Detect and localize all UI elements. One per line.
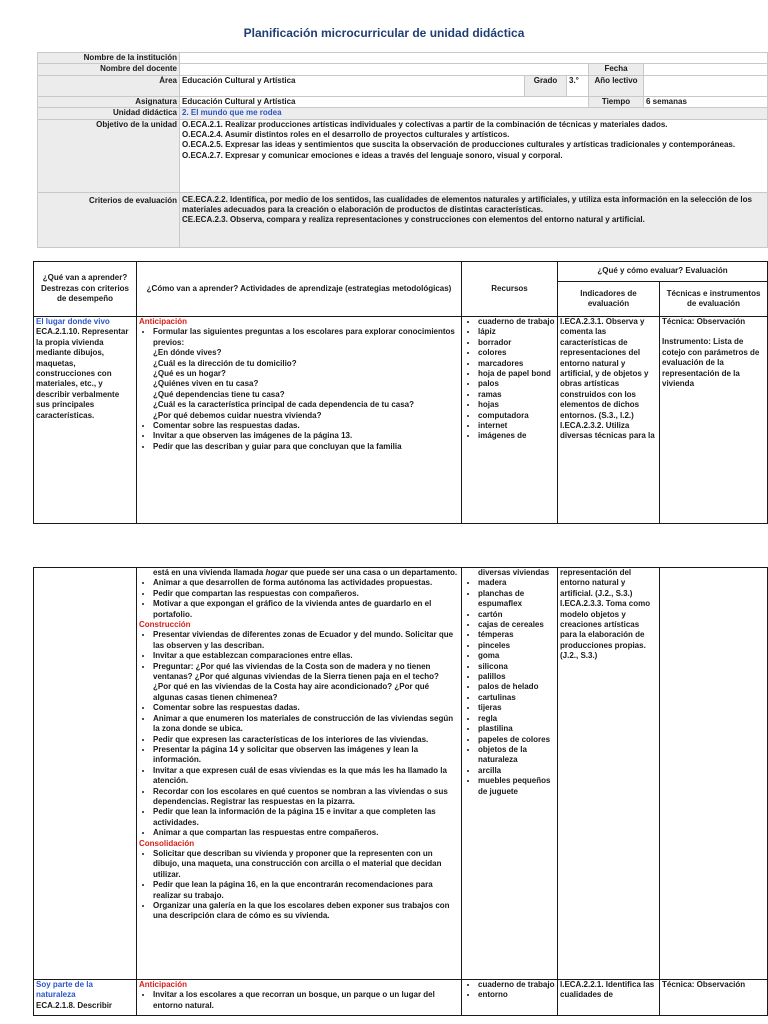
activity-item: • Animar a que desarrollen de forma autónoma las actividades propuestas.: [153, 578, 459, 588]
indicators-cell: [558, 317, 660, 524]
col-techniques-header: Técnicas e instrumentos de evaluación: [660, 282, 768, 317]
col-resources-header: Recursos: [462, 262, 558, 317]
institution-label: Nombre de la institución: [38, 53, 180, 64]
resource-item: • entorno: [478, 990, 555, 1000]
resource-item: • témperas: [478, 630, 555, 640]
col-what-header: ¿Qué van a aprender? Destrezas con criterios de desempeño: [34, 262, 137, 317]
activity-item: • Recordar con los escolares en qué cuentos se nombran a las viviendas o sus dependencias. Registrar las respuestas en la pizarra.: [153, 787, 459, 808]
resource-item: • goma: [478, 651, 555, 661]
criteria-item: CE.ECA.2.2. Identifica, por medio de los sentidos, las cualidades de elementos naturales y artificiales, y utiliza esta información en la selección de los materiales adecuados para la creación o elaboración de productos de distintas características.: [182, 194, 752, 215]
activity-item: • Organizar una galería en la que los escolares deben exponer sus trabajos con una descripción clara de cómo es su vivienda.: [153, 901, 459, 922]
techniques-cell: [660, 317, 768, 524]
resources-cell-2: [462, 980, 558, 1016]
activities-list: [139, 421, 459, 452]
activity-item: • Pedir que las describan y guiar para que concluyan que la familia: [153, 442, 459, 452]
date-label: Fecha: [589, 64, 644, 75]
objective-item: O.ECA.2.5. Expresar las ideas y sentimientos que suscita la observación de producciones culturales y artísticas tradicionales y contemporáneas.: [182, 140, 736, 150]
institution-value[interactable]: [180, 53, 768, 64]
technique-text: Técnica: Observación: [662, 317, 746, 326]
resource-item: • palillos: [478, 672, 555, 682]
resource-item: • muebles pequeños de juguete: [478, 776, 555, 797]
resource-item: • imágenes de: [478, 431, 555, 441]
section-consolidation: Consolidación: [139, 838, 195, 848]
activity-lead: está en una vivienda llamada hogar que puede ser una casa o un departamento.: [153, 568, 458, 577]
resource-lead: diversas viviendas: [478, 568, 550, 577]
subject-value: Educación Cultural y Artística: [180, 96, 589, 107]
time-value: 6 semanas: [644, 96, 768, 107]
objective-item: O.ECA.2.7. Expresar y comunicar emociones e ideas a través del lenguaje sonoro, visual y corporal.: [182, 150, 563, 160]
teacher-value[interactable]: [180, 64, 589, 75]
criteria-label: Criterios de evaluación: [38, 192, 180, 247]
indicators-cell-2: [558, 980, 660, 1016]
resource-item: • madera: [478, 578, 555, 588]
activity-item: • Pedir que lean la información de la página 15 e invitar a que completen las actividades.: [153, 807, 459, 828]
planning-table-continued: [33, 567, 768, 1016]
objectives-cell: [180, 119, 768, 192]
question-item: ¿Qué dependencias tiene tu casa?: [153, 389, 285, 399]
activities-list: [139, 990, 459, 1011]
resources-list: [464, 317, 555, 442]
activities-cell-2: [137, 980, 462, 1016]
col-indicators-header: Indicadores de evaluación: [558, 282, 660, 317]
technique-text: Técnica: Observación: [662, 980, 746, 989]
activity-item: • Presentar viviendas de diferentes zonas de Ecuador y del mundo. Solicitar que las observen y las describan.: [153, 630, 459, 651]
question-item: ¿Por qué debemos cuidar nuestra vivienda?: [153, 410, 322, 420]
skill-text: ECA.2.1.10. Representar la propia vivienda mediante dibujos, maquetas, construcciones con materiales, etc., y describir verbalmente sus principales características.: [36, 327, 129, 420]
indicators-text: representación del entorno natural y artificial. (J.2., S.3.) I.ECA.2.3.3. Toma como modelo objetos y creaciones artísticas para la elaboración de producciones propias. (J.2., S.3.): [560, 568, 651, 661]
page-title: Planificación microcurricular de unidad didáctica: [243, 26, 525, 40]
activity-item: • Pedir que lean la página 16, en la que encontrarán recomendaciones para realizar su trabajo.: [153, 880, 459, 901]
unit-label: Unidad didáctica: [38, 108, 180, 119]
activity-item: • Invitar a que expresen cuál de esas viviendas es la que más les ha llamado la atención.: [153, 766, 459, 787]
resources-cell-continued: [462, 568, 558, 980]
activity-item: • Comentar sobre las respuestas dadas.: [153, 421, 459, 431]
indicators-cell-continued: [558, 568, 660, 980]
activities-cell: [137, 317, 462, 524]
teacher-label: Nombre del docente: [38, 64, 180, 75]
resource-item: • hojas: [478, 400, 555, 410]
resource-item: • ramas: [478, 390, 555, 400]
header-table: [37, 52, 768, 248]
resource-item: • tijeras: [478, 703, 555, 713]
activities-list: [139, 578, 459, 620]
col-how-header: ¿Cómo van a aprender? Actividades de aprendizaje (estrategias metodológicas): [137, 262, 462, 317]
objective-item: O.ECA.2.1. Realizar producciones artísticas individuales y colectivas a partir de la combinación de técnicas y materiales dados.: [182, 119, 668, 129]
resource-item: • cartulinas: [478, 693, 555, 703]
resource-item: • cuaderno de trabajo: [478, 317, 555, 327]
resource-item: • cuaderno de trabajo: [478, 980, 555, 990]
activities-list: [139, 849, 459, 922]
skill-cell: [34, 317, 137, 524]
indicators-text: I.ECA.2.2.1. Identifica las cualidades de: [560, 980, 655, 1000]
school-year-label: Año lectivo: [589, 75, 644, 96]
resource-item: • arcilla: [478, 766, 555, 776]
activities-list: [139, 327, 459, 348]
instrument-text: Instrumento: Lista de cotejo con parámetros de evaluación de la representación de la vivienda: [662, 337, 760, 389]
activity-item: • Animar a que compartan las respuestas entre compañeros.: [153, 828, 459, 838]
resource-item: • plastilina: [478, 724, 555, 734]
resource-item: • cajas de cereales: [478, 620, 555, 630]
question-item: ¿Quiénes viven en tu casa?: [153, 379, 259, 389]
resource-item: • internet: [478, 421, 555, 431]
question-item: ¿En dónde vives?: [153, 348, 222, 358]
time-label: Tiempo: [589, 96, 644, 107]
section-anticipation: Anticipación: [139, 980, 188, 989]
col-evaluate-header: ¿Qué y cómo evaluar? Evaluación: [558, 262, 768, 282]
question-item: ¿Cuál es la característica principal de cada dependencia de tu casa?: [153, 400, 414, 410]
area-label: Área: [38, 75, 180, 96]
grade-value: 3.°: [567, 75, 589, 96]
resource-item: • palos de helado: [478, 682, 555, 692]
objective-label: Objetivo de la unidad: [38, 119, 180, 192]
activity-item: • Invitar a que observen las imágenes de la página 13.: [153, 431, 459, 441]
activity-item: • Solicitar que describan su vivienda y proponer que la representen con un dibujo, una maqueta, una construcción con arcilla o el material que decidan utilizar.: [153, 849, 459, 880]
activity-item: • Invitar a los escolares a que recorran un bosque, un parque o un lugar del entorno natural.: [153, 990, 459, 1011]
activity-item: • Pedir que compartan las respuestas con compañeros.: [153, 589, 459, 599]
school-year-value[interactable]: [644, 75, 768, 96]
criteria-cell: [180, 192, 768, 247]
resource-item: • silicona: [478, 662, 555, 672]
resource-item: • hoja de papel bond: [478, 369, 555, 379]
activity-item: • Presentar la página 14 y solicitar que observen las imágenes y lean la información.: [153, 745, 459, 766]
date-value[interactable]: [644, 64, 768, 75]
resource-item: • planchas de espumaflex: [478, 589, 555, 610]
activities-list: [139, 630, 459, 838]
subject-label: Asignatura: [38, 96, 180, 107]
activity-item: • Formular las siguientes preguntas a los escolares para explorar conocimientos previos:: [153, 327, 459, 348]
planning-table: [33, 261, 768, 524]
area-value: Educación Cultural y Artística: [180, 75, 525, 96]
resource-item: • regla: [478, 714, 555, 724]
topic-title: El lugar donde vivo: [36, 317, 110, 326]
activity-item: • Comentar sobre las respuestas dadas.: [153, 703, 459, 713]
skill-cell-2: [34, 980, 137, 1016]
resource-item: • pinceles: [478, 641, 555, 651]
skill-text: ECA.2.1.8. Describir: [36, 1000, 113, 1010]
grade-label: Grado: [525, 75, 567, 96]
resource-item: • objetos de la naturaleza: [478, 745, 555, 766]
resource-item: • marcadores: [478, 359, 555, 369]
resources-list: [464, 980, 555, 1001]
resource-item: • computadora: [478, 411, 555, 421]
objective-item: O.ECA.2.4. Asumir distintos roles en el desarrollo de proyectos culturales y artísticos.: [182, 130, 510, 140]
topic-title: Soy parte de la naturaleza: [36, 980, 93, 1000]
resources-list: [464, 578, 555, 797]
activity-item: • Pedir que expresen las características de los interiores de las viviendas.: [153, 735, 459, 745]
resource-item: • papeles de colores: [478, 735, 555, 745]
resource-item: • cartón: [478, 610, 555, 620]
resource-item: • lápiz: [478, 327, 555, 337]
activity-item: • Invitar a que establezcan comparaciones entre ellas.: [153, 651, 459, 661]
activity-item: • Animar a que enumeren los materiales de construcción de las viviendas según la zona donde se ubica.: [153, 714, 459, 735]
resources-cell: [462, 317, 558, 524]
resource-item: • colores: [478, 348, 555, 358]
techniques-cell-continued: [660, 568, 768, 980]
techniques-cell-2: [660, 980, 768, 1016]
unit-value: 2. El mundo que me rodea: [180, 108, 768, 119]
activities-cell-continued: [137, 568, 462, 980]
question-item: ¿Qué es un hogar?: [153, 369, 226, 379]
section-anticipation: Anticipación: [139, 317, 188, 326]
activity-item: • Preguntar: ¿Por qué las viviendas de la Costa son de madera y no tienen ventanas? ¿Por qué algunas viviendas de la Sierra tienen paja en el techo? ¿Por qué en las viviendas de la Costa hay aire acondicionado? ¿Por qué algunas casas tienen chimenea?: [153, 662, 459, 704]
indicators-text: I.ECA.2.3.1. Observa y comenta las características de representaciones del entorno natural y artificial, y de objetos y obras artísticas construidos con los elementos de dichos entornos. (S.3., I.2.) I.ECA.2.3.2. Utiliza diversas técnicas para la: [560, 317, 655, 441]
criteria-item: CE.ECA.2.3. Observa, compara y realiza representaciones y construcciones con elementos del entorno natural y artificial.: [182, 215, 645, 225]
skill-cell-continued: [34, 568, 137, 980]
resource-item: • palos: [478, 379, 555, 389]
question-item: ¿Cuál es la dirección de tu domicilio?: [153, 358, 297, 368]
section-construction: Construcción: [139, 620, 191, 630]
resource-item: • borrador: [478, 338, 555, 348]
activity-item: • Motivar a que expongan el gráfico de la vivienda antes de guardarlo en el portafolio.: [153, 599, 459, 620]
